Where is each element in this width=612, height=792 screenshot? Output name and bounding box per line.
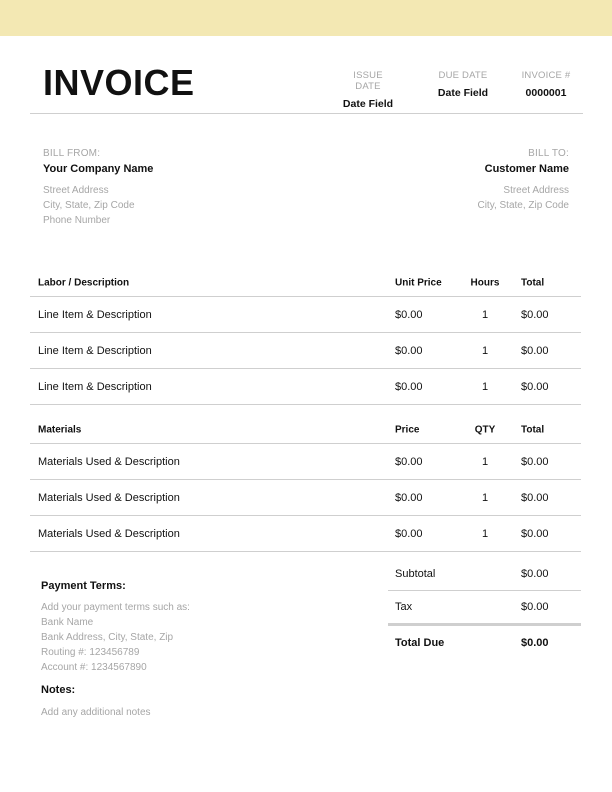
labor-hours[interactable]: 1 [481, 344, 489, 357]
materials-total: $0.00 [521, 527, 549, 540]
due-date-value[interactable]: Date Field [437, 87, 489, 99]
materials-price[interactable]: $0.00 [395, 455, 423, 468]
materials-description[interactable]: Materials Used & Description [38, 455, 180, 468]
invoice-number-label: INVOICE # [521, 70, 571, 81]
labor-hours[interactable]: 1 [481, 308, 489, 321]
payment-terms-line[interactable]: Add your payment terms such as: [41, 602, 190, 613]
materials-price[interactable]: $0.00 [395, 527, 423, 540]
payment-terms-line[interactable]: Bank Address, City, State, Zip [41, 632, 174, 643]
payment-terms-line[interactable]: Routing #: 123456789 [41, 647, 140, 658]
table-row [30, 369, 581, 405]
due-date-block [434, 70, 492, 99]
company-city[interactable]: City, State, Zip Code [43, 200, 135, 211]
notes-heading: Notes: [41, 684, 76, 696]
labor-unit-price[interactable]: $0.00 [395, 344, 423, 357]
bill-from-label: BILL FROM: [43, 148, 101, 159]
labor-description[interactable]: Line Item & Description [38, 380, 152, 393]
labor-table [30, 270, 581, 405]
table-row [30, 516, 581, 552]
materials-header-qty: QTY [474, 424, 496, 436]
due-date-label: DUE DATE [438, 70, 488, 81]
header-divider [30, 113, 583, 114]
subtotal-row [388, 557, 581, 591]
materials-description[interactable]: Materials Used & Description [38, 491, 180, 504]
payment-terms-line[interactable]: Bank Name [41, 617, 94, 628]
bill-to-label: BILL TO: [528, 148, 569, 159]
labor-unit-price[interactable]: $0.00 [395, 308, 423, 321]
labor-unit-price[interactable]: $0.00 [395, 380, 423, 393]
issue-date-value[interactable]: Date Field [342, 98, 394, 110]
notes-block [41, 684, 151, 718]
subtotal-value: $0.00 [521, 567, 549, 580]
labor-total: $0.00 [521, 308, 549, 321]
materials-total: $0.00 [521, 491, 549, 504]
materials-description[interactable]: Materials Used & Description [38, 527, 180, 540]
labor-description[interactable]: Line Item & Description [38, 344, 152, 357]
issue-date-label: ISSUE DATE [353, 70, 383, 92]
header-accent-bar [0, 0, 612, 36]
company-phone[interactable]: Phone Number [43, 215, 111, 226]
materials-table-header [30, 417, 581, 444]
total-due-row [388, 626, 581, 659]
invoice-number-block [516, 70, 576, 99]
materials-table [30, 417, 581, 552]
tax-value[interactable]: $0.00 [521, 601, 549, 613]
table-row [30, 444, 581, 480]
materials-header-price: Price [395, 424, 420, 436]
total-due-value: $0.00 [521, 636, 549, 649]
labor-header-total: Total [521, 277, 545, 289]
payment-terms-heading: Payment Terms: [41, 580, 126, 592]
customer-name[interactable]: Customer Name [484, 163, 569, 175]
invoice-number-value[interactable]: 0000001 [525, 87, 567, 99]
materials-qty[interactable]: 1 [481, 455, 489, 468]
labor-total: $0.00 [521, 344, 549, 357]
materials-header-total: Total [521, 424, 545, 436]
labor-header-description: Labor / Description [38, 277, 130, 289]
company-name[interactable]: Your Company Name [43, 163, 154, 175]
bill-to-block [477, 148, 569, 211]
table-row [30, 480, 581, 516]
labor-table-header [30, 270, 581, 297]
table-row [30, 297, 581, 333]
materials-qty[interactable]: 1 [481, 491, 489, 504]
labor-total: $0.00 [521, 380, 549, 393]
subtotal-label: Subtotal [395, 567, 436, 580]
bill-from-block [43, 148, 153, 226]
payment-terms-line[interactable]: Account #: 1234567890 [41, 662, 147, 673]
page-title: INVOICE [43, 62, 195, 103]
materials-total: $0.00 [521, 455, 549, 468]
tax-label: Tax [395, 601, 413, 613]
customer-street[interactable]: Street Address [503, 185, 569, 196]
issue-date-block [342, 70, 394, 110]
company-street[interactable]: Street Address [43, 185, 109, 196]
materials-qty[interactable]: 1 [481, 527, 489, 540]
materials-price[interactable]: $0.00 [395, 491, 423, 504]
payment-terms-block [41, 580, 190, 673]
notes-text[interactable]: Add any additional notes [41, 707, 151, 718]
labor-header-unit-price: Unit Price [395, 277, 442, 289]
labor-description[interactable]: Line Item & Description [38, 308, 152, 321]
total-due-label: Total Due [395, 636, 445, 649]
customer-city[interactable]: City, State, Zip Code [477, 200, 569, 211]
tax-row [388, 591, 581, 626]
table-row [30, 333, 581, 369]
labor-hours[interactable]: 1 [481, 380, 489, 393]
materials-header-description: Materials [38, 424, 82, 436]
totals-summary [388, 557, 581, 659]
labor-header-hours: Hours [470, 277, 500, 289]
